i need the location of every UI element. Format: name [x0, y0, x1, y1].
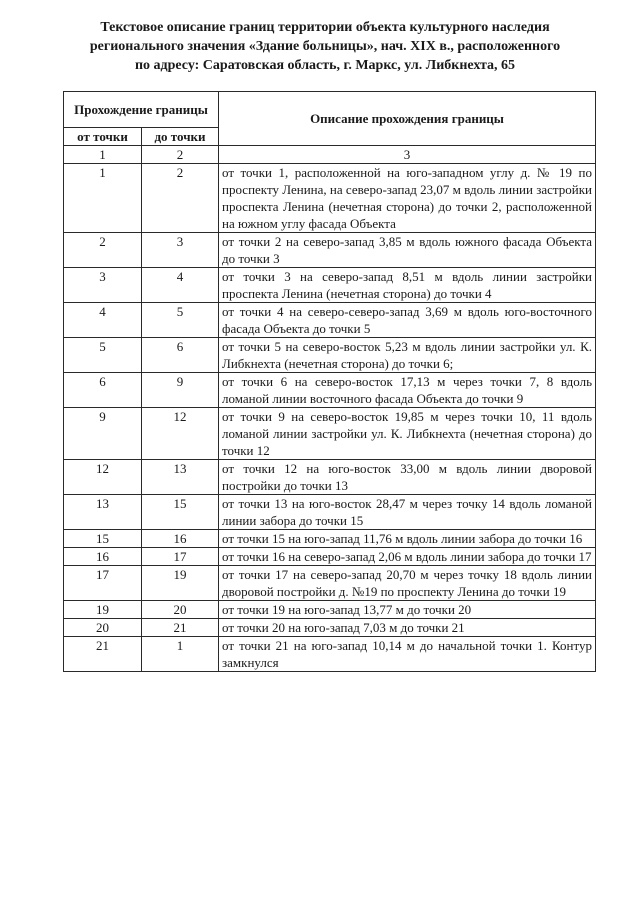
- index-cell: 2: [142, 146, 219, 164]
- point-from-cell: 17: [64, 566, 142, 601]
- point-from-cell: 19: [64, 601, 142, 619]
- table-row: [64, 601, 596, 619]
- point-from-cell: 6: [64, 373, 142, 408]
- point-to-cell: 19: [142, 566, 219, 601]
- point-from-cell: 1: [64, 164, 142, 233]
- point-from-cell: 5: [64, 338, 142, 373]
- title-line-1: Текстовое описание границ территории объекта культурного наследия: [100, 20, 550, 35]
- header-to-point: до точки: [142, 128, 219, 146]
- table-row: [64, 495, 596, 530]
- point-from-cell: 2: [64, 233, 142, 268]
- table-row: [64, 619, 596, 637]
- table-row: [64, 408, 596, 460]
- header-description: Описание прохождения границы: [219, 92, 596, 146]
- table-row: [64, 268, 596, 303]
- point-from-cell: 21: [64, 637, 142, 672]
- point-from-cell: 16: [64, 548, 142, 566]
- title-line-3: по адресу: Саратовская область, г. Маркс, ул. Либкнехта, 65: [134, 58, 516, 73]
- description-cell: от точки 12 на юго-восток 33,00 м вдоль линии дворовой постройки до точки 13: [219, 460, 596, 495]
- description-cell: от точки 2 на северо-запад 3,85 м вдоль южного фасада Объекта до точки 3: [219, 233, 596, 268]
- description-cell: от точки 5 на северо-восток 5,23 м вдоль линии застройки ул. К. Либкнехта (нечетная сторона) до точки 6;: [219, 338, 596, 373]
- point-from-cell: 3: [64, 268, 142, 303]
- point-to-cell: 4: [142, 268, 219, 303]
- point-from-cell: 13: [64, 495, 142, 530]
- description-cell: от точки 17 на северо-запад 20,70 м через точку 18 вдоль линии дворовой постройки д. №19 по проспекту Ленина до точки 19: [219, 566, 596, 601]
- index-cell: 3: [219, 146, 596, 164]
- point-to-cell: 20: [142, 601, 219, 619]
- point-from-cell: 15: [64, 530, 142, 548]
- description-cell: от точки 20 на юго-запад 7,03 м до точки 21: [219, 619, 596, 637]
- point-from-cell: 20: [64, 619, 142, 637]
- point-to-cell: 21: [142, 619, 219, 637]
- point-to-cell: 2: [142, 164, 219, 233]
- point-to-cell: 17: [142, 548, 219, 566]
- description-cell: от точки 1, расположенной на юго-западном углу д. № 19 по проспекту Ленина, на северо-запад 23,07 м вдоль линии застройки проспекта Ленина (нечетная сторона) до точки 2, расположенной на южном углу фасада Объекта: [219, 164, 596, 233]
- index-cell: 1: [64, 146, 142, 164]
- boundary-table: [63, 91, 596, 672]
- description-cell: от точки 15 на юго-запад 11,76 м вдоль линии забора до точки 16: [219, 530, 596, 548]
- column-index-row: [64, 146, 596, 164]
- table-row: [64, 460, 596, 495]
- description-cell: от точки 9 на северо-восток 19,85 м через точки 10, 11 вдоль ломаной линии застройки ул. К. Либкнехта (нечетная сторона) до точки 12: [219, 408, 596, 460]
- description-cell: от точки 16 на северо-запад 2,06 м вдоль линии забора до точки 17: [219, 548, 596, 566]
- point-to-cell: 5: [142, 303, 219, 338]
- table-row: [64, 530, 596, 548]
- point-to-cell: 13: [142, 460, 219, 495]
- point-to-cell: 3: [142, 233, 219, 268]
- table-row: [64, 303, 596, 338]
- point-from-cell: 9: [64, 408, 142, 460]
- point-to-cell: 12: [142, 408, 219, 460]
- description-cell: от точки 13 на юго-восток 28,47 м через точку 14 вдоль ломаной линии забора до точки 15: [219, 495, 596, 530]
- table-row: [64, 637, 596, 672]
- header-from-point: от точки: [64, 128, 142, 146]
- table-row: [64, 566, 596, 601]
- document-title: [40, 18, 610, 75]
- table-row: [64, 164, 596, 233]
- description-cell: от точки 19 на юго-запад 13,77 м до точки 20: [219, 601, 596, 619]
- description-cell: от точки 21 на юго-запад 10,14 м до начальной точки 1. Контур замкнулся: [219, 637, 596, 672]
- point-to-cell: 16: [142, 530, 219, 548]
- point-to-cell: 15: [142, 495, 219, 530]
- table-row: [64, 338, 596, 373]
- point-from-cell: 4: [64, 303, 142, 338]
- point-to-cell: 6: [142, 338, 219, 373]
- point-to-cell: 9: [142, 373, 219, 408]
- header-group: Прохождение границы: [64, 92, 219, 128]
- table-row: [64, 233, 596, 268]
- description-cell: от точки 6 на северо-восток 17,13 м через точки 7, 8 вдоль ломаной линии восточного фасада Объекта до точки 9: [219, 373, 596, 408]
- description-cell: от точки 3 на северо-запад 8,51 м вдоль линии застройки проспекта Ленина (нечетная сторона) до точки 4: [219, 268, 596, 303]
- title-line-2: регионального значения «Здание больницы», нач. XIX в., расположенного: [89, 39, 561, 54]
- table-body: [64, 164, 596, 672]
- point-from-cell: 12: [64, 460, 142, 495]
- description-cell: от точки 4 на северо-северо-запад 3,69 м вдоль юго-восточного фасада Объекта до точки 5: [219, 303, 596, 338]
- point-to-cell: 1: [142, 637, 219, 672]
- table-row: [64, 548, 596, 566]
- table-row: [64, 373, 596, 408]
